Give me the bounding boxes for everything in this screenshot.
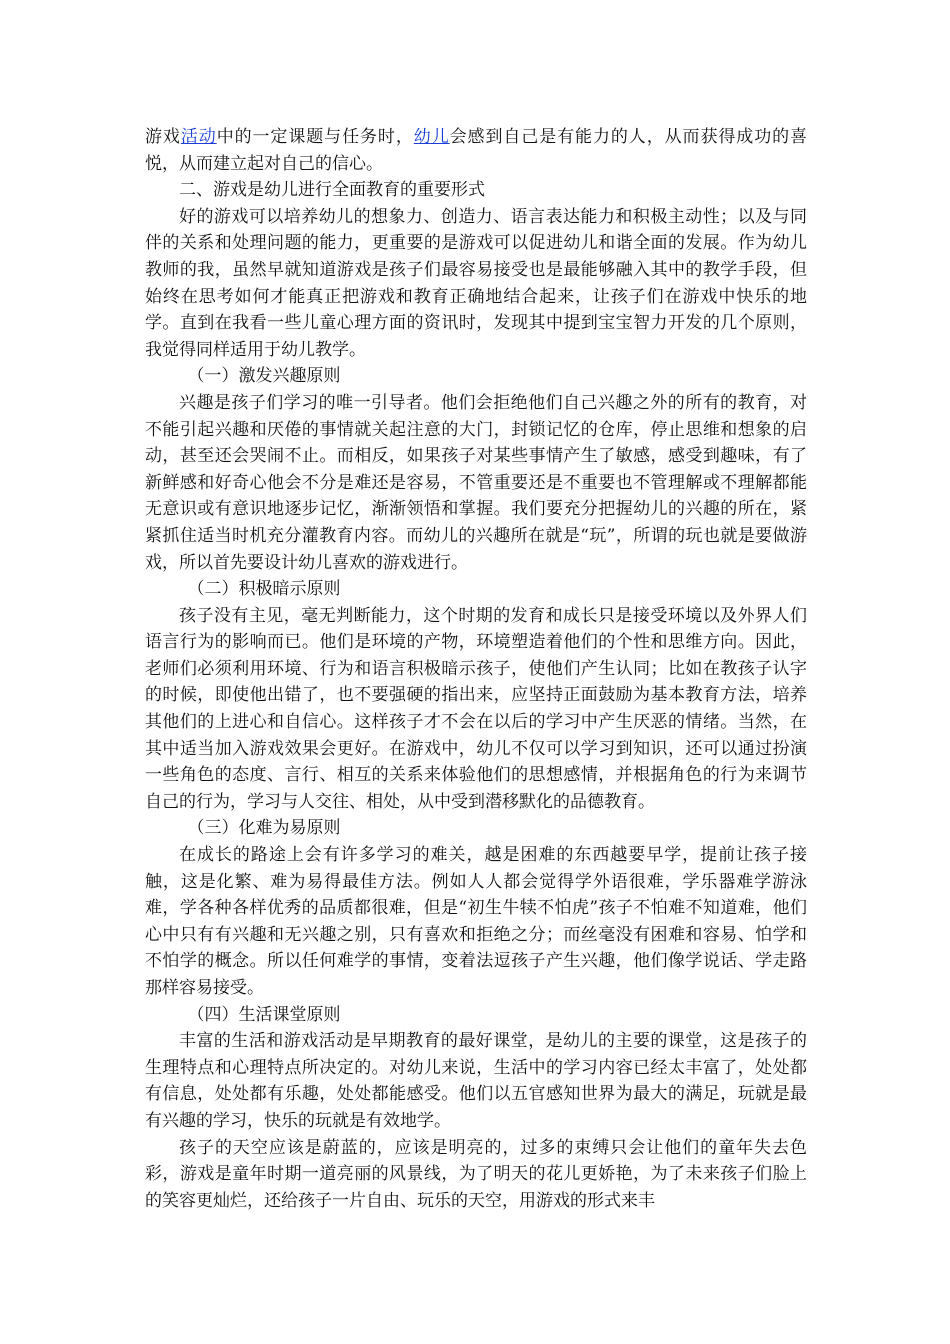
paragraph-text: 游戏: [145, 127, 181, 147]
subheading-4: （四）生活课堂原则: [187, 1004, 341, 1025]
paragraph-text: 会感到自己是有能力的人，从而获得成功的喜悦，从而建立起对自己的信心。: [145, 127, 808, 174]
section-heading-2: 二、游戏是幼儿进行全面教育的重要形式: [179, 180, 485, 201]
paragraph-2: 兴趣是孩子们学习的唯一引导者。他们会拒绝他们自己兴趣之外的所有的教育，对不能引起兴趣和厌倦的事情就关起注意的大门，封锁记忆的仓库，停止思维和想象的启动，甚至还会哭闹不止。而相反，如果孩子对某些事情产生了敏感，感受到趣味，有了新鲜感和好奇心他会不分是难还是容易，不管重要还是不重要也不管理解或不理解都能无意识或有意识地逐步记忆，渐渐领悟和掌握。我们要充分把握幼儿的兴趣的所在，紧紧抓住适当时机充分灌教育内容。而幼儿的兴趣所在就是“玩”，所谓的玩也就是要做游戏，所以首先要设计幼儿喜欢的游戏进行。: [145, 392, 807, 573]
paragraph-6: 孩子的天空应该是蔚蓝的，应该是明亮的，过多的束缚只会让他们的童年失去色彩，游戏是童年时期一道亮丽的风景线，为了明天的花儿更娇艳，为了未来孩子们脸上的笑容更灿烂，还给孩子一片自由、玩乐的天空，用游戏的形式来丰: [145, 1137, 807, 1211]
paragraph-intro: [145, 124, 807, 177]
subheading-1: （一）激发兴趣原则: [187, 366, 341, 387]
link-activity[interactable]: 活动: [180, 127, 217, 147]
subheading-2: （二）积极暗示原则: [187, 579, 341, 600]
paragraph-text: 中的一定课题与任务时，: [216, 127, 414, 147]
paragraph-5: 丰富的生活和游戏活动是早期教育的最好课堂，是幼儿的主要的课堂，这是孩子的生理特点和心理特点所决定的。对幼儿来说，生活中的学习内容已经太丰富了，处处都有信息，处处都有乐趣，处处都能感受。他们以五官感知世界为最大的满足，玩就是最有兴趣的学习，快乐的玩就是有效地学。: [145, 1031, 807, 1131]
subheading-3: （三）化难为易原则: [187, 818, 341, 839]
paragraph-3: 孩子没有主见，毫无判断能力，这个时期的发育和成长只是接受环境以及外界人们语言行为的影响而已。他们是环境的产物，环境塑造着他们的个性和思维方向。因此，老师们必须利用环境、行为和语言积极暗示孩子，使他们产生认同；比如在教孩子认字的时候，即使他出错了，也不要强硬的指出来，应坚持正面鼓励为基本教育方法，培养其他们的上进心和自信心。这样孩子才不会在以后的学习中产生厌恶的情绪。当然，在其中适当加入游戏效果会更好。在游戏中，幼儿不仅可以学习到知识，还可以通过扮演一些角色的态度、言行、相互的关系来体验他们的思想感情，并根据角色的行为来调节自己的行为，学习与人交往、相处，从中受到潜移默化的品德教育。: [145, 605, 807, 812]
document-body: [145, 124, 807, 1214]
paragraph-1: 好的游戏可以培养幼儿的想象力、创造力、语言表达能力和积极主动性；以及与同伴的关系和处理问题的能力，更重要的是游戏可以促进幼儿和谐全面的发展。作为幼儿教师的我，虽然早就知道游戏是孩子们最容易接受也是最能够融入其中的教学手段，但始终在思考如何才能真正把游戏和教育正确地结合起来，让孩子们在游戏中快乐的地学。直到在我看一些儿童心理方面的资讯时，发现其中提到宝宝智力开发的几个原则，我觉得同样适用于幼儿教学。: [145, 206, 807, 360]
link-children[interactable]: 幼儿: [413, 127, 450, 147]
paragraph-4: 在成长的路途上会有许多学习的难关，越是困难的东西越要早学，提前让孩子接触，这是化繁、难为易得最佳方法。例如人人都会觉得学外语很难，学乐器难学游泳难，学各种各样优秀的品质都很难，但是“初生牛犊不怕虎”孩子不怕难不知道难，他们心中只有有兴趣和无兴趣之别，只有喜欢和拒绝之分；而丝毫没有困难和容易、怕学和不怕学的概念。所以任何难学的事情，变着法逗孩子产生兴趣，他们像学说话、学走路那样容易接受。: [145, 845, 807, 998]
